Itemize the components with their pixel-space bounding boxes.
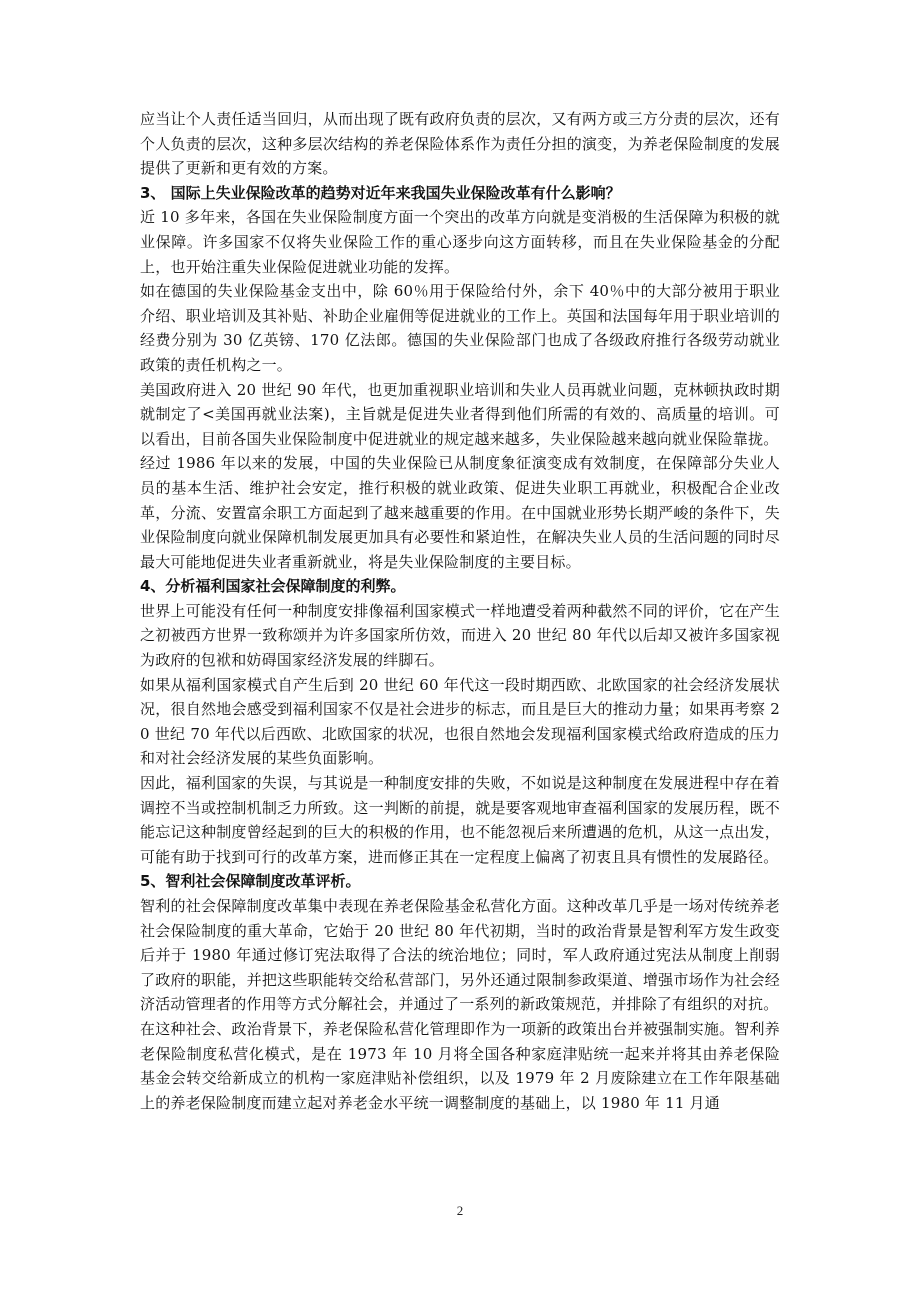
paragraph: 如果从福利国家模式自产生后到 20 世纪 60 年代这一段时期西欧、北欧国家的社会经济发展状况，很自然地会感受到福利国家不仅是社会进步的标志，而且是巨大的推动力量；如果再考察 20 世纪 70 年代以后西欧、北欧国家的状况，也很自然地会发现福利国家模式给政府造成的压力和对社会经济发展的某些负面影响。 (140, 675, 780, 768)
paragraph: 世界上可能没有任何一种制度安排像福利国家模式一样地遭受着两种截然不同的评价，它在产生之初被西方世界一致称颂并为许多国家所仿效，而进入 20 世纪 80 年代以后却又被许多国家视为政府的包袱和妨碍国家经济发展的绊脚石。 (140, 601, 780, 670)
paragraph: 美国政府进入 20 世纪 90 年代，也更加重视职业培训和失业人员再就业问题，克林顿执政时期就制定了<美国再就业法案)，主旨就是促进失业者得到他们所需的有效的、高质量的培训。可以看出，目前各国失业保险制度中促进就业的规定越来越多，失业保险越来越向就业保险靠拢。 (140, 380, 780, 448)
paragraph: 在这种社会、政治背景下，养老保险私营化管理即作为一项新的政策出台并被强制实施。智利养老保险制度私营化模式，是在 1973 年 10 月将全国各种家庭津贴统一起来并将其由养老保险基金会转交给新成立的机构一家庭津贴补偿组织，以及 1979 年 2 月废除建立在工作年限基础上的养老保险制度而建立起对养老金水平统一调整制度的基础上，以 1980 年 11 月通 (140, 1019, 780, 1112)
section-heading-4: 4、分析福利国家社会保障制度的利弊。 (140, 577, 406, 596)
paragraph: 因此，福利国家的失误，与其说是一种制度安排的失败，不如说是这种制度在发展进程中存在着调控不当或控制机制乏力所致。这一判断的前提，就是要客观地审查福利国家的发展历程，既不能忘记这种制度曾经起到的巨大的积极的作用，也不能忽视后来所遭遇的危机，从这一点出发，可能有助于找到可行的改革方案，进而修正其在一定程度上偏离了初衷且具有惯性的发展路径。 (140, 774, 780, 866)
paragraph: 近 10 多年来，各国在失业保险制度方面一个突出的改革方向就是变消极的生活保障为积极的就业保障。许多国家不仅将失业保险工作的重心逐步向这方面转移，而且在失业保险基金的分配上，也开始注重失业保险促进就业功能的发挥。 (140, 208, 780, 276)
paragraph: 经过 1986 年以来的发展，中国的失业保险已从制度象征演变成有效制度，在保障部分失业人员的基本生活、维护社会安定，推行积极的就业政策、促进失业职工再就业，积极配合企业改革，分流、安置富余职工方面起到了越来越重要的作用。在中国就业形势长期严峻的条件下，失业保险制度向就业保障机制发展更加具有必要性和紧迫性，在解决失业人员的生活问题的同时尽最大可能地促进失业者重新就业，将是失业保险制度的主要目标。 (140, 454, 780, 571)
paragraph: 应当让个人责任适当回归，从而出现了既有政府负责的层次，又有两方或三方分责的层次，还有个人负责的层次，这种多层次结构的养老保险体系作为责任分担的演变，为养老保险制度的发展提供了更新和更有效的方案。 (140, 110, 780, 178)
section-heading-3: 3、 国际上失业保险改革的趋势对近年来我国失业保险改革有什么影响？ (140, 183, 621, 202)
page-number: 2 (456, 1203, 464, 1218)
paragraph: 如在德国的失业保险基金支出中，除 60％用于保险给付外，余下 40％中的大部分被用于职业介绍、职业培训及其补贴、补助企业雇佣等促进就业的工作上。英国和法国每年用于职业培训的经费分别为 30 亿英镑、170 亿法郎。德国的失业保险部门也成了各级政府推行各级劳动就业政策的责任机构之一。 (140, 282, 780, 374)
paragraph: 智利的社会保障制度改革集中表现在养老保险基金私营化方面。这种改革几乎是一场对传统养老社会保险制度的重大革命，它始于 20 世纪 80 年代初期，当时的政治背景是智利军方发生政变后并于 1980 年通过修订宪法取得了合法的统治地位；同时，军人政府通过宪法从制度上削弱了政府的职能，并把这些职能转交给私营部门，另外还通过限制参政渠道、增强市场作为社会经济活动管理者的作用等方式分解社会，并通过了一系列的新政策规范，并排除了有组织的对抗。 (140, 897, 780, 1014)
document-page (140, 107, 780, 1115)
section-heading-5: 5、智利社会保障制度改革评析。 (140, 872, 361, 891)
